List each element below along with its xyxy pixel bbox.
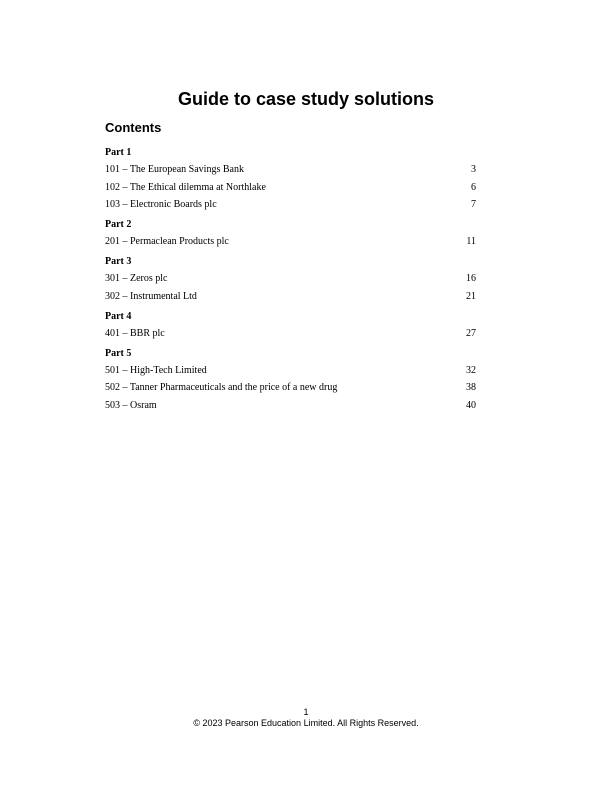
part-label: Part 5: [105, 347, 132, 359]
toc-entry-title: 502 – Tanner Pharmaceuticals and the price of a new drug: [105, 382, 338, 393]
toc-entry-page: 6: [471, 181, 476, 193]
toc-entry-page: 32: [466, 364, 476, 376]
toc-part-1: [105, 147, 476, 211]
toc-entry-title: 201 – Permaclean Products plc: [105, 236, 229, 247]
toc-entry-title: 102 – The Ethical dilemma at Northlake: [105, 181, 266, 193]
toc-entry: [105, 328, 476, 340]
toc-entry-title: 103 – Electronic Boards plc: [105, 199, 217, 210]
table-of-contents: [105, 147, 476, 420]
toc-entry: [105, 182, 476, 194]
toc-part-3: [105, 256, 476, 303]
toc-entry-page: 3: [471, 164, 476, 175]
footer-page-number: 1: [303, 707, 309, 717]
toc-entry-page: 21: [466, 290, 476, 302]
toc-entry-page: 38: [466, 382, 476, 393]
toc-entry-title: 302 – Instrumental Ltd: [105, 290, 197, 302]
toc-entry: [105, 164, 476, 176]
toc-entry: [105, 199, 476, 211]
toc-entry-title: 101 – The European Savings Bank: [105, 164, 244, 175]
footer-copyright: © 2023 Pearson Education Limited. All Rights Reserved.: [193, 718, 419, 728]
toc-entry: [105, 273, 476, 285]
toc-entry: [105, 365, 476, 377]
toc-entry-title: 301 – Zeros plc: [105, 273, 168, 284]
toc-entry-title: 503 – Osram: [105, 399, 157, 411]
part-label: Part 1: [105, 147, 132, 158]
toc-entry: [105, 236, 476, 248]
toc-part-4: [105, 311, 476, 340]
toc-entry: [105, 291, 476, 303]
part-label: Part 2: [105, 219, 132, 230]
toc-entry-page: 7: [471, 199, 476, 210]
toc-entry-page: 40: [466, 399, 476, 411]
toc-entry-title: 501 – High-Tech Limited: [105, 364, 207, 376]
toc-entry-page: 11: [466, 236, 476, 247]
toc-entry: [105, 382, 476, 394]
part-label: Part 4: [105, 310, 132, 322]
toc-part-2: [105, 219, 476, 248]
toc-entry-title: 401 – BBR plc: [105, 327, 165, 339]
toc-part-5: [105, 348, 476, 412]
document-title: Guide to case study solutions: [177, 89, 435, 109]
toc-entry-page: 27: [466, 327, 476, 339]
contents-heading: Contents: [105, 120, 162, 135]
toc-entry: [105, 400, 476, 412]
part-label: Part 3: [105, 256, 132, 267]
toc-entry-page: 16: [466, 273, 476, 284]
